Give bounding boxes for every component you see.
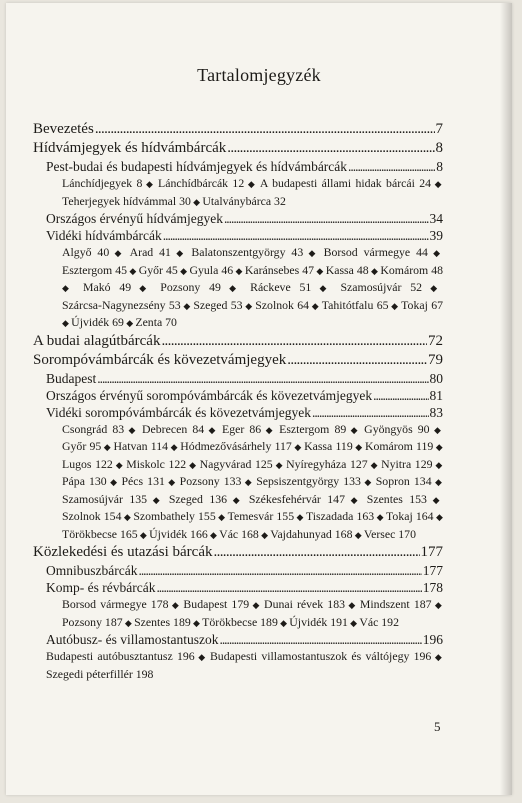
toc-subitem: Versec 170 xyxy=(363,526,416,541)
toc-subitem: Kassa 119 xyxy=(304,439,353,453)
diamond-separator-icon: ◆ xyxy=(249,600,265,610)
leader-dots xyxy=(287,351,427,370)
toc-entry-sorompo xyxy=(33,351,443,370)
toc-subitem: Szeged 53 xyxy=(193,297,243,312)
toc-subitem: Nagyvárad 125 xyxy=(199,456,273,471)
toc-entry-page: 34 xyxy=(429,211,443,226)
toc-subitem: Lugos 122 xyxy=(62,456,113,471)
toc-subitem: Gyula 46 xyxy=(189,262,234,277)
page-binding-shadow xyxy=(500,3,512,795)
toc-subitem: Szegedi péterfillér 198 xyxy=(46,666,154,681)
toc-entry-komp xyxy=(33,579,443,596)
toc-subitem: Csongrád 83 xyxy=(62,421,125,436)
toc-entry-label: Bevezetés xyxy=(33,121,94,137)
diamond-separator-icon: ◆ xyxy=(123,318,136,328)
leader-dots xyxy=(138,562,421,579)
toc-subitems xyxy=(33,175,443,210)
toc-subitem: Szamosújvár 135 xyxy=(62,491,148,506)
toc-subitem: Újvidék 191 xyxy=(289,614,348,629)
diamond-separator-icon: ◆ xyxy=(233,265,245,276)
leader-dots xyxy=(219,631,421,648)
toc-entry-page: 178 xyxy=(422,580,443,595)
diamond-separator-icon: ◆ xyxy=(137,529,150,540)
toc-subitem: Szombathely 155 xyxy=(133,509,216,523)
diamond-separator-icon: ◆ xyxy=(121,512,134,522)
diamond-separator-icon: ◆ xyxy=(186,459,200,470)
diamond-separator-icon: ◆ xyxy=(431,652,444,662)
page-number: 5 xyxy=(434,719,441,734)
toc-entry-label: Autóbusz- és villamostantuszok xyxy=(46,632,219,647)
leader-dots xyxy=(156,579,421,596)
diamond-separator-icon: ◆ xyxy=(190,196,203,207)
toc-subitem: Szamosújvár 52 xyxy=(340,280,423,294)
leader-dots xyxy=(227,139,434,158)
diamond-separator-icon: ◆ xyxy=(168,600,184,610)
leader-dots xyxy=(95,120,435,139)
diamond-separator-icon: ◆ xyxy=(122,617,135,628)
toc-subitem: Újvidék 69 xyxy=(71,315,124,329)
diamond-separator-icon: ◆ xyxy=(291,442,305,452)
diamond-separator-icon: ◆ xyxy=(180,300,194,311)
toc-entry-page: 83 xyxy=(429,404,443,420)
toc-entry-page: 177 xyxy=(420,544,443,560)
diamond-separator-icon: ◆ xyxy=(142,179,158,189)
diamond-separator-icon: ◆ xyxy=(277,617,290,628)
toc-entry-page: 7 xyxy=(435,121,443,137)
toc-subitem: Pápa 130 xyxy=(62,474,107,488)
diamond-separator-icon: ◆ xyxy=(227,494,249,505)
toc-subitem: Szolnok 64 xyxy=(255,297,310,312)
toc-subitem: Eger 86 xyxy=(222,421,262,436)
toc-entry-label: Budapest xyxy=(46,370,97,386)
leader-dots xyxy=(97,370,428,387)
diamond-separator-icon: ◆ xyxy=(164,477,180,487)
toc-subitem: Szolnok 154 xyxy=(62,509,122,523)
diamond-separator-icon: ◆ xyxy=(131,283,161,293)
toc-subitem: Törökbecse 189 xyxy=(202,614,278,629)
toc-subitem: Lánchídjegyek 8 xyxy=(62,176,143,190)
toc-subitems xyxy=(33,648,443,682)
toc-subitem: Kassa 48 xyxy=(325,262,369,277)
leader-dots xyxy=(224,210,429,227)
toc-entry-label: Vidéki hídvámbárcák xyxy=(46,228,162,243)
toc-entry-hidvamjegyek xyxy=(33,139,443,158)
toc-subitem: Hatvan 114 xyxy=(113,439,169,453)
toc-entry-label: Omnibuszbárcák xyxy=(46,563,138,578)
diamond-separator-icon: ◆ xyxy=(261,424,280,435)
toc-entry-bevezetes xyxy=(33,120,443,139)
toc-entry-videki-hid xyxy=(33,227,443,244)
diamond-separator-icon: ◆ xyxy=(352,442,365,452)
diamond-separator-icon: ◆ xyxy=(426,494,443,505)
diamond-separator-icon: ◆ xyxy=(147,494,169,505)
toc-subitem: Tahitótfalu 65 xyxy=(321,297,389,312)
toc-entry-label: Hídvámjegyek és hídvámbárcák xyxy=(33,140,227,156)
diamond-separator-icon: ◆ xyxy=(344,494,367,505)
toc-entry-label: A budai alagútbárcák xyxy=(33,332,161,349)
toc-subitem: Győr 45 xyxy=(138,262,178,277)
diamond-separator-icon: ◆ xyxy=(215,512,228,522)
toc-entry-label: Komp- és révbárcák xyxy=(46,580,156,595)
diamond-separator-icon: ◆ xyxy=(374,512,387,522)
toc-subitem: Székesfehérvár 147 xyxy=(248,491,345,506)
diamond-separator-icon: ◆ xyxy=(309,300,322,311)
book-page xyxy=(6,3,512,795)
toc-subitem: Szentes 153 xyxy=(366,491,427,506)
toc-subitem: Karánsebes 47 xyxy=(244,262,315,277)
toc-entry-page: 81 xyxy=(429,387,443,403)
toc-subitem: Pozsony 133 xyxy=(179,474,242,488)
toc-subitem: Pozsony 49 xyxy=(160,280,221,294)
toc-subitem: Budapest 179 xyxy=(183,597,250,611)
toc-entry-page: 177 xyxy=(422,563,443,578)
leader-dots xyxy=(161,332,427,351)
diamond-separator-icon: ◆ xyxy=(220,283,251,293)
toc-subitem: Sepsiszentgyörgy 133 xyxy=(256,474,361,488)
toc-subitem: Budapesti autóbusztantusz 196 xyxy=(46,649,195,663)
toc-entry-label: Pest-budai és budapesti hídvámjegyek és hídvámbárcák xyxy=(46,159,348,174)
toc-entry-budapest xyxy=(33,370,443,387)
toc-subitem: Debrecen 84 xyxy=(142,421,205,436)
toc-entry-label: Sorompóvámbárcák és kövezetvámjegyek xyxy=(33,351,287,368)
diamond-separator-icon: ◆ xyxy=(388,300,402,311)
toc-subitem: Nyíregyháza 127 xyxy=(286,456,368,471)
leader-dots xyxy=(312,404,429,421)
diamond-separator-icon: ◆ xyxy=(112,459,127,470)
toc-entry-label: Vidéki sorompóvámbárcák és kövezetvámjegyek xyxy=(46,404,311,420)
diamond-separator-icon: ◆ xyxy=(311,283,341,293)
toc-entry-page: 79 xyxy=(428,351,443,368)
toc-subitem: Dunai révek 183 xyxy=(264,597,345,611)
toc-entry-kozlekedesi xyxy=(33,543,443,562)
toc-subitems xyxy=(33,421,443,544)
diamond-separator-icon: ◆ xyxy=(367,459,382,470)
toc-entry-page: 8 xyxy=(435,140,443,156)
toc-entry-omnibusz xyxy=(33,562,443,579)
toc-subitem: Vác 168 xyxy=(219,526,259,541)
diamond-separator-icon: ◆ xyxy=(127,265,139,276)
diamond-separator-icon: ◆ xyxy=(241,477,257,487)
toc-entry-label: Országos érvényű hídvámjegyek xyxy=(46,211,223,226)
diamond-separator-icon: ◆ xyxy=(62,283,83,293)
toc-subitem: Teherjegyek hídvámmal 30 xyxy=(62,193,191,208)
diamond-separator-icon: ◆ xyxy=(204,424,223,435)
diamond-separator-icon: ◆ xyxy=(106,477,122,487)
diamond-separator-icon: ◆ xyxy=(347,617,360,628)
toc-subitem: Balatonszentgyörgy 43 xyxy=(191,245,304,259)
toc-subitem: Szentes 189 xyxy=(134,614,191,629)
diamond-separator-icon: ◆ xyxy=(124,424,143,435)
toc-subitem: Újvidék 166 xyxy=(149,526,208,541)
diamond-separator-icon: ◆ xyxy=(431,179,444,189)
toc-subitem: Gyöngyös 90 xyxy=(364,421,430,436)
toc-entry-label: Országos érvényű sorompóvámbárcák és kövezetvámjegyek xyxy=(46,387,373,403)
diamond-separator-icon: ◆ xyxy=(207,529,220,540)
toc-subitem: Pozsony 187 xyxy=(62,614,123,629)
leader-dots xyxy=(163,227,429,244)
toc-subitem: Esztergom 45 xyxy=(62,262,128,277)
toc-subitem: Törökbecse 165 xyxy=(62,526,138,541)
diamond-separator-icon: ◆ xyxy=(352,529,364,540)
toc-subitems xyxy=(33,596,443,631)
toc-subitem: Utalványbárca 32 xyxy=(202,193,286,208)
diamond-separator-icon: ◆ xyxy=(427,248,444,258)
toc-subitem: Hódmezővásárhely 117 xyxy=(180,439,292,453)
toc-subitem: Sopron 134 xyxy=(375,474,432,488)
diamond-separator-icon: ◆ xyxy=(433,442,443,452)
diamond-separator-icon: ◆ xyxy=(62,318,72,328)
diamond-separator-icon: ◆ xyxy=(345,600,360,610)
diamond-separator-icon: ◆ xyxy=(242,300,256,311)
toc-subitem: Szárcsa-Nagynezsény 53 xyxy=(62,297,181,312)
toc-subitem: Komárom 48 xyxy=(380,262,444,277)
toc-subitem: A budapesti állami hidak bárcái 24 xyxy=(259,176,432,190)
toc-subitems xyxy=(33,244,443,332)
toc-subitem: Algyő 40 xyxy=(62,245,110,259)
diamond-separator-icon: ◆ xyxy=(109,248,130,258)
toc-subitem: Tokaj 67 xyxy=(401,297,444,312)
toc-subitem: Ráckeve 51 xyxy=(250,280,312,294)
diamond-separator-icon: ◆ xyxy=(101,442,114,452)
toc-subitem: Nyitra 129 xyxy=(381,456,433,471)
leader-dots xyxy=(373,387,428,404)
diamond-separator-icon: ◆ xyxy=(258,529,271,540)
diamond-separator-icon: ◆ xyxy=(431,477,444,487)
toc-entry-page: 196 xyxy=(422,632,443,647)
toc-entry-page: 72 xyxy=(428,332,443,349)
toc-subitem: Komárom 119 xyxy=(364,439,434,453)
toc-entry-page: 8 xyxy=(436,159,443,174)
diamond-separator-icon: ◆ xyxy=(360,477,376,487)
toc-subitem: Zenta 70 xyxy=(135,315,177,329)
diamond-separator-icon: ◆ xyxy=(170,248,192,258)
toc-subitem: Makó 49 xyxy=(82,280,132,294)
diamond-separator-icon: ◆ xyxy=(177,265,190,276)
diamond-separator-icon: ◆ xyxy=(194,652,210,662)
diamond-separator-icon: ◆ xyxy=(244,179,260,189)
toc-entry-videki-sorompo xyxy=(33,404,443,421)
diamond-separator-icon: ◆ xyxy=(422,283,444,293)
diamond-separator-icon: ◆ xyxy=(294,512,306,522)
toc-subitem: Borsod vármegye 44 xyxy=(323,245,428,259)
toc-subitem: Budapesti villamostantuszok és váltójegy 196 xyxy=(209,649,432,663)
leader-dots xyxy=(348,158,435,175)
diamond-separator-icon: ◆ xyxy=(314,265,326,276)
leader-dots xyxy=(214,543,420,562)
diamond-separator-icon: ◆ xyxy=(168,442,181,452)
toc-subitem: Miskolc 122 xyxy=(126,456,187,471)
toc-entry-page: 39 xyxy=(429,228,443,243)
toc-entry-alagut xyxy=(33,332,443,351)
diamond-separator-icon: ◆ xyxy=(272,459,287,470)
diamond-separator-icon: ◆ xyxy=(432,459,444,470)
diamond-separator-icon: ◆ xyxy=(190,617,203,628)
toc-subitem: Temesvár 155 xyxy=(227,509,295,523)
toc-entry-label: Közlekedési és utazási bárcák xyxy=(33,544,213,560)
diamond-separator-icon: ◆ xyxy=(429,424,444,435)
toc-subitem: Tokaj 164 xyxy=(386,509,434,523)
toc-subitem: Szeged 136 xyxy=(168,491,228,506)
toc-subitem: Esztergom 89 xyxy=(279,421,347,436)
toc-entry-pest-budai xyxy=(33,158,443,175)
toc-subitem: Győr 95 xyxy=(62,439,102,453)
table-of-contents xyxy=(33,120,443,682)
toc-subitem: Pécs 131 xyxy=(121,474,165,488)
toc-subitem: Mindszent 187 xyxy=(359,597,432,611)
toc-subitem: Vajdahunyad 168 xyxy=(270,526,353,541)
page-title: Tartalomjegyzék xyxy=(197,65,321,85)
toc-subitem: Lánchídbárcák 12 xyxy=(158,176,245,190)
toc-entry-orszagos-sorompo xyxy=(33,387,443,404)
toc-subitem: Vác 192 xyxy=(359,614,399,629)
diamond-separator-icon: ◆ xyxy=(303,248,324,258)
toc-entry-autobusz xyxy=(33,631,443,648)
diamond-separator-icon: ◆ xyxy=(431,600,444,610)
diamond-separator-icon: ◆ xyxy=(346,424,365,435)
diamond-separator-icon: ◆ xyxy=(433,512,444,522)
toc-entry-page: 80 xyxy=(429,370,443,386)
toc-entry-orszagos-hid xyxy=(33,210,443,227)
diamond-separator-icon: ◆ xyxy=(368,265,381,276)
toc-subitem: Borsod vármegye 178 xyxy=(62,597,169,611)
toc-subitem: Tiszadada 163 xyxy=(305,509,375,523)
toc-subitem: Arad 41 xyxy=(129,245,171,259)
